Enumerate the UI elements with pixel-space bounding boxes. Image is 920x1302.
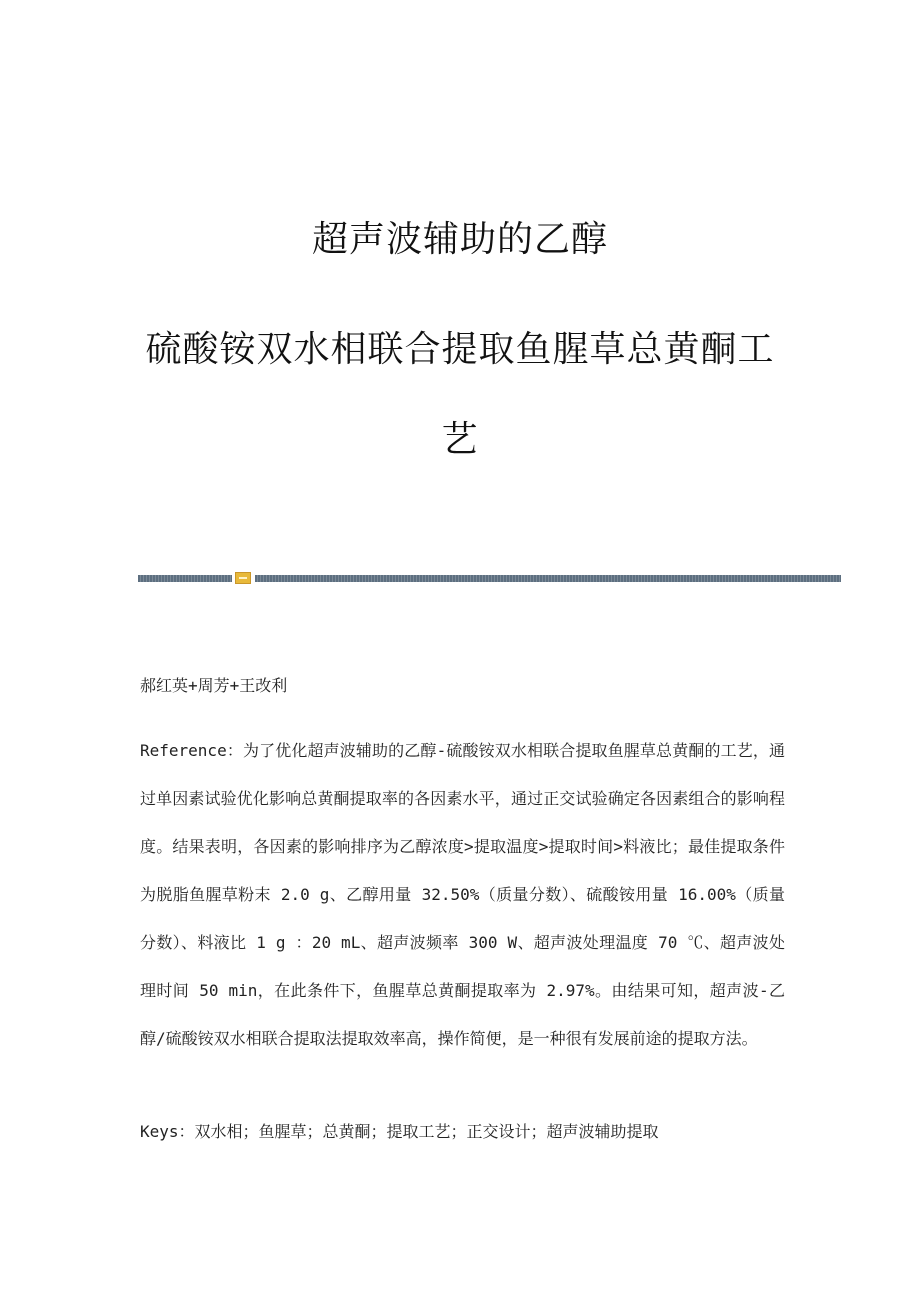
divider-bar-right [255, 575, 841, 582]
divider-marker-icon [235, 572, 251, 584]
abstract-label: Reference： [140, 741, 243, 760]
divider-bar-left [138, 575, 232, 582]
title-line-2: 硫酸铵双水相联合提取鱼腥草总黄酮工 [145, 329, 775, 370]
abstract-paragraph [140, 727, 785, 1063]
keywords-line [140, 1120, 785, 1144]
keywords-label: Keys： [140, 1122, 195, 1141]
title-divider [138, 572, 841, 584]
keywords-text: 双水相；鱼腥草；总黄酮；提取工艺；正交设计；超声波辅助提取 [194, 1122, 659, 1141]
title-line-3: 艺 [441, 419, 479, 460]
author-list: 郝红英+周芳+王改利 [140, 676, 288, 695]
abstract-text: 为了优化超声波辅助的乙醇-硫酸铵双水相联合提取鱼腥草总黄酮的工艺，通过单因素试验优化影响总黄酮提取率的各因素水平，通过正交试验确定各因素组合的影响程度。结果表明，各因素的影响排序为乙醇浓度>提取温度>提取时间>料液比；最佳提取条件为脱脂鱼腥草粉末 2.0 g、乙醇用量 32.50%（质量分数）、硫酸铵用量 16.00%（质量分数）、料液比 1 g ：20 mL、超声波频率 300 W、超声波处理温度 70 ℃、超声波处理时间 50 min，在此条件下，鱼腥草总黄酮提取率为 2.97%。由结果可知，超声波-乙醇/硫酸铵双水相联合提取法提取效率高，操作简便，是一种很有发展前途的提取方法。 [140, 741, 785, 1048]
title-line-1: 超声波辅助的乙醇 [311, 219, 608, 260]
